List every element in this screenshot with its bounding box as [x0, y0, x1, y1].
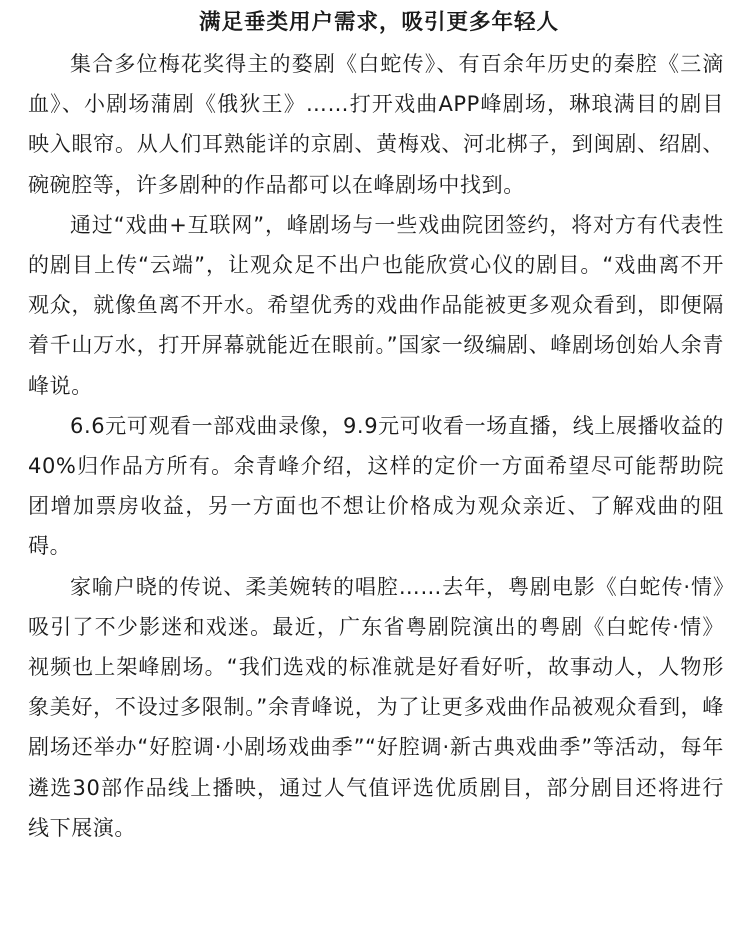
article-paragraph-2: 通过“戏曲+互联网”，峰剧场与一些戏曲院团签约，将对方有代表性的剧目上传“云端”，让观众足不出户也能欣赏心仪的剧目。“戏曲离不开观众，就像鱼离不开水。希望优秀的戏曲作品能被更多观众看到，即便隔着千山万水，打开屏幕就能近在眼前。”国家一级编剧、峰剧场创始人余青峰说。 — [28, 212, 724, 398]
article-title: 满足垂类用户需求，吸引更多年轻人 — [198, 10, 559, 35]
article-paragraph-4: 家喻户晓的传说、柔美婉转的唱腔……去年，粤剧电影《白蛇传·情》吸引了不少影迷和戏迷。最近，广东省粤剧院演出的粤剧《白蛇传·情》视频也上架峰剧场。“我们选戏的标准就是好看好听，故事动人，人物形象美好，不设过多限制。”余青峰说，为了让更多戏曲作品被观众看到，峰剧场还举办“好腔调·小剧场戏曲季”“好腔调·新古典戏曲季”等活动，每年遴选30部作品线上播映，通过人气值评选优质剧目，部分剧目还将进行线下展演。 — [28, 574, 724, 840]
article-paragraph-3: 6.6元可观看一部戏曲录像，9.9元可收看一场直播，线上展播收益的40%归作品方所有。余青峰介绍，这样的定价一方面希望尽可能帮助院团增加票房收益，另一方面也不想让价格成为观众亲近、了解戏曲的阻碍。 — [28, 413, 724, 559]
article-paragraph-1: 集合多位梅花奖得主的婺剧《白蛇传》、有百余年历史的秦腔《三滴血》、小剧场蒲剧《俄狄王》……打开戏曲APP峰剧场，琳琅满目的剧目映入眼帘。从人们耳熟能详的京剧、黄梅戏、河北梆子，到闽剧、绍剧、碗碗腔等，许多剧种的作品都可以在峰剧场中找到。 — [28, 52, 724, 197]
